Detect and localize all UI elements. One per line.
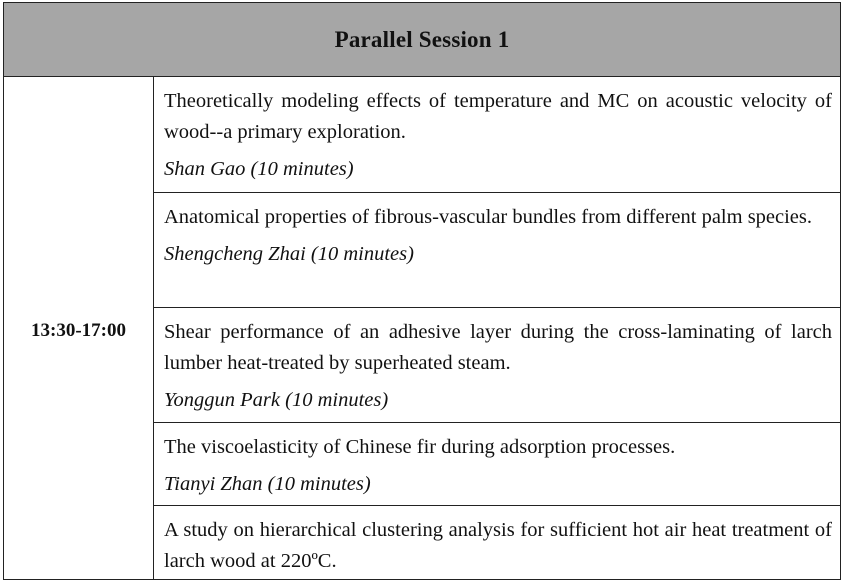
talk-row: [154, 308, 840, 423]
talk-title: Anatomical properties of fibrous-vascular bundles from different palm species.: [164, 206, 813, 228]
session-header: [4, 3, 840, 77]
talk-speaker: Tianyi Zhan (10 minutes): [164, 473, 371, 495]
talk-row: [154, 193, 840, 308]
talk-row: [154, 423, 840, 506]
talk-title: Shear performance of an adhesive layer during the cross-laminating of larch lumber heat-treated by superheated steam.: [164, 321, 832, 374]
session-table: [3, 2, 841, 580]
session-time-cell: [4, 77, 154, 579]
talk-speaker: Shengcheng Zhai (10 minutes): [164, 243, 414, 265]
session-time: 13:30-17:00: [31, 320, 126, 341]
talk-title: The viscoelasticity of Chinese fir during adsorption processes.: [164, 436, 676, 458]
talk-row: [154, 77, 840, 193]
talk-speaker: Shan Gao (10 minutes): [164, 158, 354, 180]
session-title: Parallel Session 1: [334, 26, 510, 52]
talk-title: Theoretically modeling effects of temperature and MC on acoustic velocity of wood--a primary exploration.: [164, 90, 832, 143]
talk-title: A study on hierarchical clustering analysis for sufficient hot air heat treatment of larch wood at 220ºC.: [164, 519, 832, 572]
talk-list: [154, 77, 840, 579]
talk-row: [154, 506, 840, 579]
talk-speaker: Yonggun Park (10 minutes): [164, 389, 389, 411]
